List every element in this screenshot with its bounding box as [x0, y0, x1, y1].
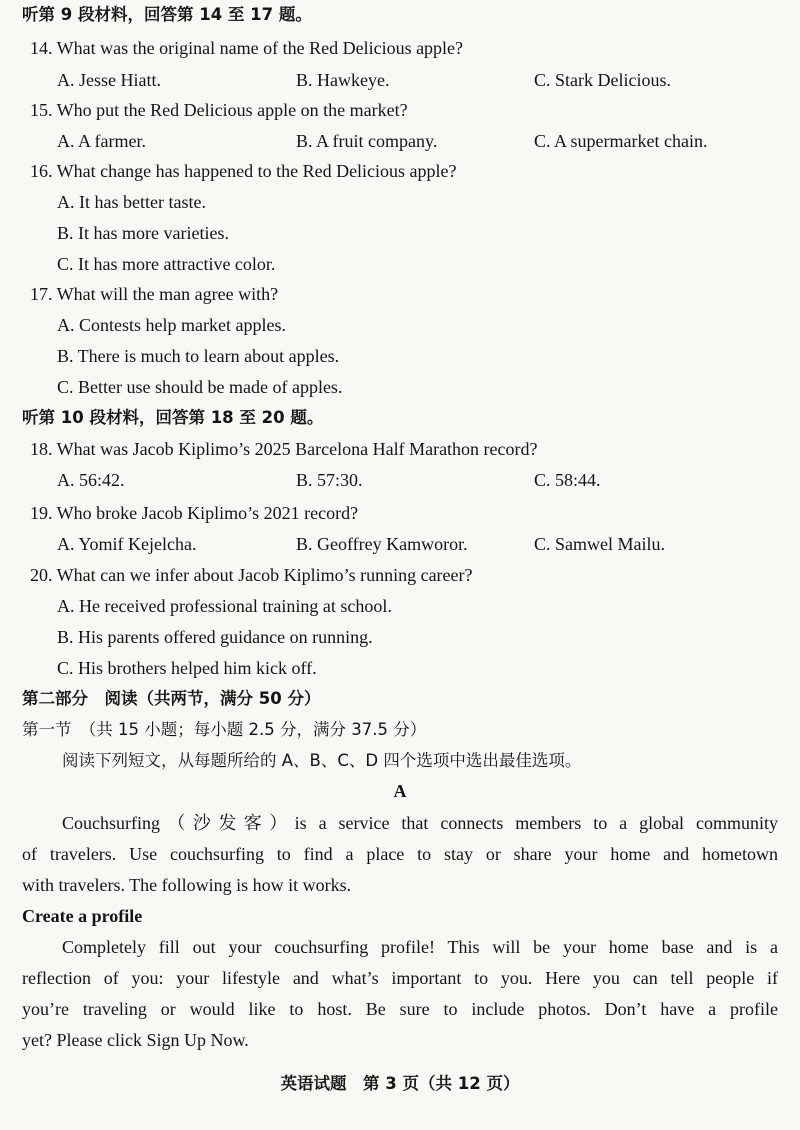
question-16-option-b: B. It has more varieties. — [57, 223, 229, 243]
part2-title: 第二部分 阅读（共两节，满分 50 分） — [22, 689, 321, 708]
profile-line-1: Completely fill out your couchsurfing profile! This will be your home base and is a — [62, 937, 778, 957]
passage-letter: A — [393, 781, 407, 801]
question-14-option-c: C. Stark Delicious. — [534, 70, 671, 90]
question-15-option-c: C. A supermarket chain. — [534, 131, 708, 151]
passage-intro-line-2: of travelers. Use couchsurfing to find a place to stay or share your home and hometown — [22, 844, 778, 864]
passage-subheading: Create a profile — [22, 906, 143, 926]
question-14-option-b: B. Hawkeye. — [296, 70, 390, 90]
profile-line-3: you’re traveling or would like to host. Be sure to include photos. Don’t have a profile — [22, 999, 778, 1019]
question-16-stem: 16. What change has happened to the Red Delicious apple? — [30, 161, 457, 181]
question-14-stem: 14. What was the original name of the Red Delicious apple? — [30, 38, 464, 58]
question-16-option-a: A. It has better taste. — [57, 192, 206, 212]
question-20-option-b: B. His parents offered guidance on running. — [57, 627, 373, 647]
page-footer: 英语试题 第 3 页（共 12 页） — [280, 1074, 520, 1093]
question-14-option-a: A. Jesse Hiatt. — [57, 70, 161, 90]
question-18-option-b: B. 57:30. — [296, 470, 363, 490]
part2-instruction: 阅读下列短文，从每题所给的 A、B、C、D 四个选项中选出最佳选项。 — [62, 751, 582, 770]
question-17-stem: 17. What will the man agree with? — [30, 284, 279, 304]
question-19-stem: 19. Who broke Jacob Kiplimo’s 2021 record? — [30, 503, 359, 523]
profile-line-4: yet? Please click Sign Up Now. — [22, 1030, 249, 1050]
question-18-stem: 18. What was Jacob Kiplimo’s 2025 Barcelona Half Marathon record? — [30, 439, 538, 459]
question-20-option-c: C. His brothers helped him kick off. — [57, 658, 317, 678]
question-15-option-b: B. A fruit company. — [296, 131, 438, 151]
question-17-option-a: A. Contests help market apples. — [57, 315, 286, 335]
listening-section-heading-10: 听第 10 段材料，回答第 18 至 20 题。 — [22, 408, 324, 427]
profile-line-2: reflection of you: your lifestyle and what’s important to you. Here you can tell people if — [22, 968, 778, 988]
question-18-option-c: C. 58:44. — [534, 470, 601, 490]
question-20-stem: 20. What can we infer about Jacob Kiplimo’s running career? — [30, 565, 473, 585]
listening-section-heading-9: 听第 9 段材料，回答第 14 至 17 题。 — [22, 5, 312, 24]
question-19-option-b: B. Geoffrey Kamworor. — [296, 534, 468, 554]
question-19-option-a: A. Yomif Kejelcha. — [57, 534, 197, 554]
question-16-option-c: C. It has more attractive color. — [57, 254, 276, 274]
question-17-option-c: C. Better use should be made of apples. — [57, 377, 343, 397]
question-20-option-a: A. He received professional training at school. — [57, 596, 392, 616]
question-18-option-a: A. 56:42. — [57, 470, 125, 490]
question-15-stem: 15. Who put the Red Delicious apple on the market? — [30, 100, 408, 120]
question-17-option-b: B. There is much to learn about apples. — [57, 346, 340, 366]
part2-section1: 第一节 （共 15 小题；每小题 2.5 分，满分 37.5 分） — [22, 720, 427, 739]
question-15-option-a: A. A farmer. — [57, 131, 146, 151]
question-19-option-c: C. Samwel Mailu. — [534, 534, 665, 554]
passage-intro-line-3: with travelers. The following is how it works. — [22, 875, 352, 895]
passage-intro-line-1: Couchsurfing（沙发客）is a service that connects members to a global community — [62, 813, 778, 833]
